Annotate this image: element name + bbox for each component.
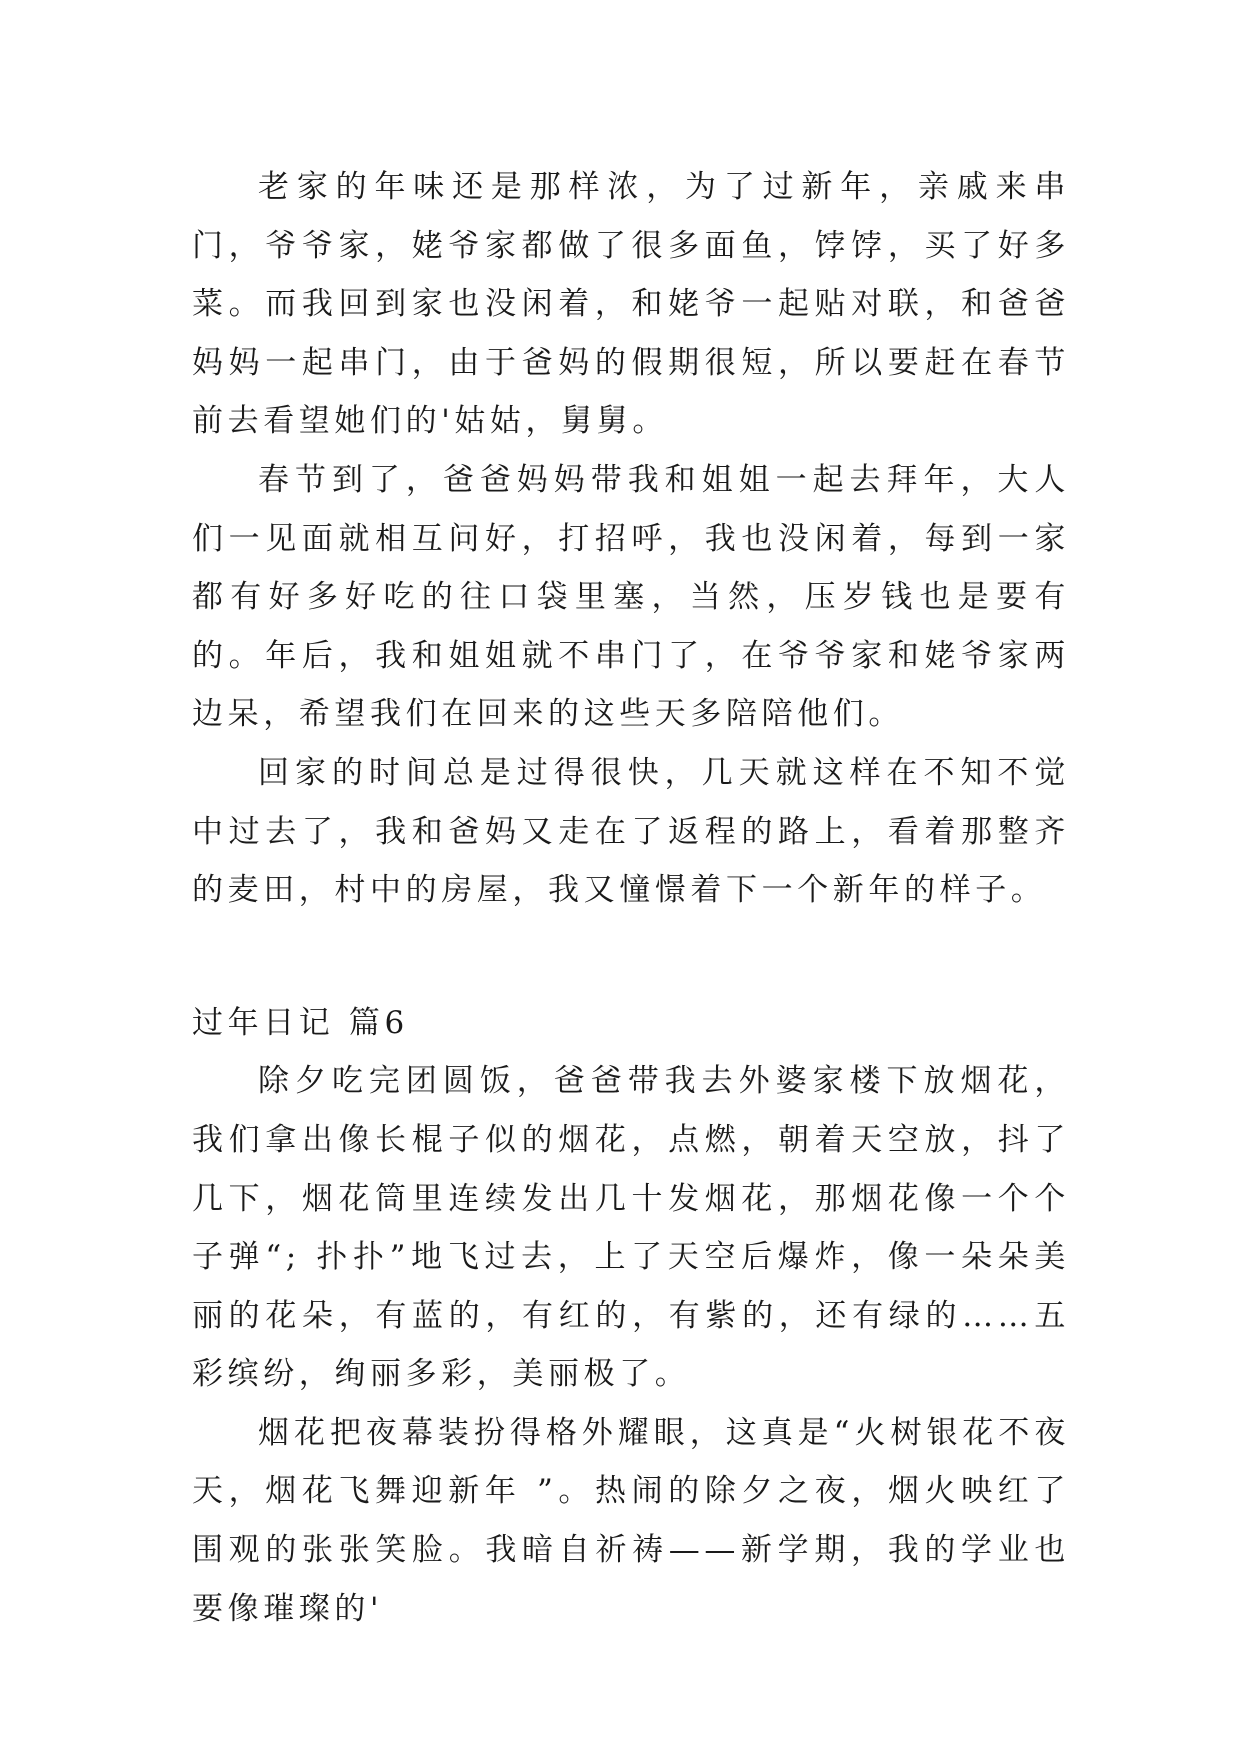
- section-heading: 过年日记 篇6: [192, 1004, 409, 1041]
- paragraph: 老家的年味还是那样浓，为了过新年，亲戚来串门，爷爷家，姥爷家都做了很多面鱼，饽饽，买了好多菜。而我回到家也没闲着，和姥爷一起贴对联，和爸爸妈妈一起串门，由于爸妈的假期很短，所以要赶在春节前去看望她们的'姑姑，舅舅。: [192, 169, 1070, 440]
- paragraph: 烟花把夜幕装扮得格外耀眼，这真是“火树银花不夜天，烟花飞舞迎新年 ”。热闹的除夕之夜，烟火映红了围观的张张笑脸。我暗自祈祷——新学期，我的学业也要像璀璨的': [192, 1414, 1070, 1627]
- document-body: [192, 158, 1070, 1638]
- paragraph: 春节到了，爸爸妈妈带我和姐姐一起去拜年，大人们一见面就相互问好，打招呼，我也没闲着，每到一家都有好多好吃的往口袋里塞，当然，压岁钱也是要有的。年后，我和姐姐就不串门了，在爷爷家和姥爷家两边呆，希望我们在回来的这些天多陪陪他们。: [192, 461, 1070, 733]
- paragraph: 回家的时间总是过得很快，几天就这样在不知不觉中过去了，我和爸妈又走在了返程的路上，看着那整齐的麦田，村中的房屋，我又憧憬着下一个新年的样子。: [192, 754, 1070, 909]
- paragraph: 除夕吃完团圆饭，爸爸带我去外婆家楼下放烟花，我们拿出像长棍子似的烟花，点燃，朝着天空放，抖了几下，烟花筒里连续发出几十发烟花，那烟花像一个个子弹“; 扑扑”地飞过去，上了天空后爆炸，像一朵朵美丽的花朵，有蓝的，有红的，有紫的，还有绿的……五彩缤纷，绚丽多彩，美丽极了。: [192, 1063, 1070, 1393]
